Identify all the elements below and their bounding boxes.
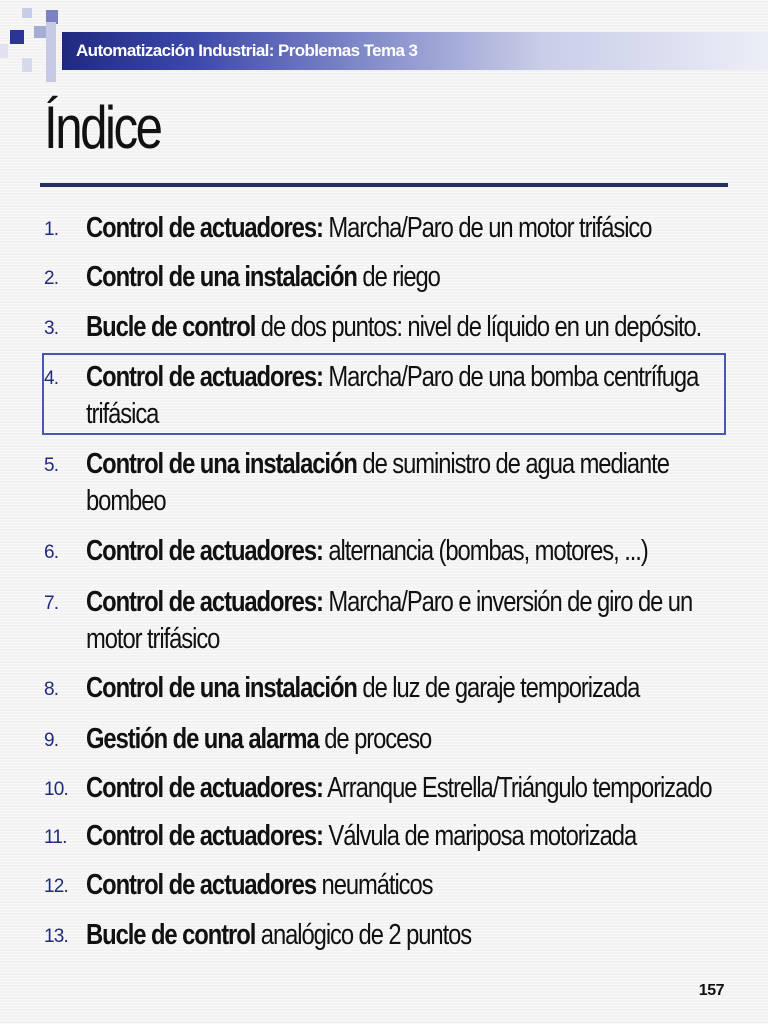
- item-rest-text: alternancia (bombas, motores, ...): [328, 535, 648, 567]
- item-number: 5.: [44, 455, 59, 476]
- item-bold-text: Control de actuadores:: [86, 772, 323, 804]
- item-text: [86, 818, 726, 855]
- item-number: 1.: [44, 219, 59, 240]
- item-bold-text: Control de actuadores:: [86, 586, 323, 618]
- item-number: 6.: [44, 542, 59, 563]
- item-text: [86, 533, 726, 570]
- item-rest-text: de proceso: [324, 723, 432, 755]
- item-number: 2.: [44, 268, 59, 289]
- item-text: [86, 670, 726, 707]
- item-bold-text: Bucle de control: [86, 919, 256, 951]
- item-rest-text: analógico de 2 puntos: [260, 919, 472, 951]
- item-number: 4.: [44, 368, 59, 389]
- item-bold-text: Bucle de control: [86, 311, 256, 343]
- item-text: [86, 446, 726, 520]
- item-text: [86, 259, 726, 296]
- item-number: 11.: [44, 827, 67, 848]
- item-rest-text: de suministro de agua mediante bombeo: [86, 448, 669, 517]
- item-rest-text: Marcha/Paro de una bomba centrífuga trifásica: [86, 361, 699, 430]
- item-bold-text: Control de una instalación: [86, 261, 357, 293]
- item-bold-text: Control de una instalación: [86, 672, 357, 704]
- item-bold-text: Control de actuadores:: [86, 820, 323, 852]
- item-number: 8.: [44, 679, 59, 700]
- item-text: [86, 721, 726, 758]
- item-rest-text: de luz de garaje temporizada: [362, 672, 640, 704]
- item-bold-text: Control de actuadores:: [86, 361, 323, 393]
- item-rest-text: de riego: [362, 261, 440, 293]
- item-number: 12.: [44, 876, 69, 897]
- page-number: 157: [698, 982, 724, 999]
- item-text: [86, 584, 726, 658]
- item-text: [86, 770, 726, 807]
- item-bold-text: Control de actuadores: [86, 869, 316, 901]
- item-bold-text: Control de actuadores:: [86, 535, 323, 567]
- item-rest-text: neumáticos: [321, 869, 433, 901]
- item-number: 9.: [44, 730, 59, 751]
- item-rest-text: Marcha/Paro de un motor trifásico: [328, 212, 652, 244]
- item-bold-text: Control de una instalación: [86, 448, 357, 480]
- item-text: [86, 210, 726, 247]
- page-title: Índice: [44, 94, 161, 161]
- item-rest-text: Válvula de mariposa motorizada: [328, 820, 637, 852]
- header-title: Automatización Industrial: Problemas Tema 3: [76, 41, 418, 60]
- item-rest-text: de dos puntos: nivel de líquido en un depósito.: [260, 311, 702, 343]
- item-number: 13.: [44, 926, 69, 947]
- item-number: 10.: [44, 779, 69, 800]
- item-text: [86, 359, 726, 433]
- item-bold-text: Control de actuadores:: [86, 212, 323, 244]
- item-rest-text: Marcha/Paro e inversión de giro de un motor trifásico: [86, 586, 693, 655]
- item-number: 3.: [44, 318, 59, 339]
- item-number: 7.: [44, 593, 59, 614]
- item-rest-text: Arranque Estrella/Triángulo temporizado: [327, 772, 712, 804]
- item-text: [86, 867, 726, 904]
- item-text: [86, 309, 726, 346]
- item-bold-text: Gestión de una alarma: [86, 723, 319, 755]
- item-text: [86, 917, 726, 954]
